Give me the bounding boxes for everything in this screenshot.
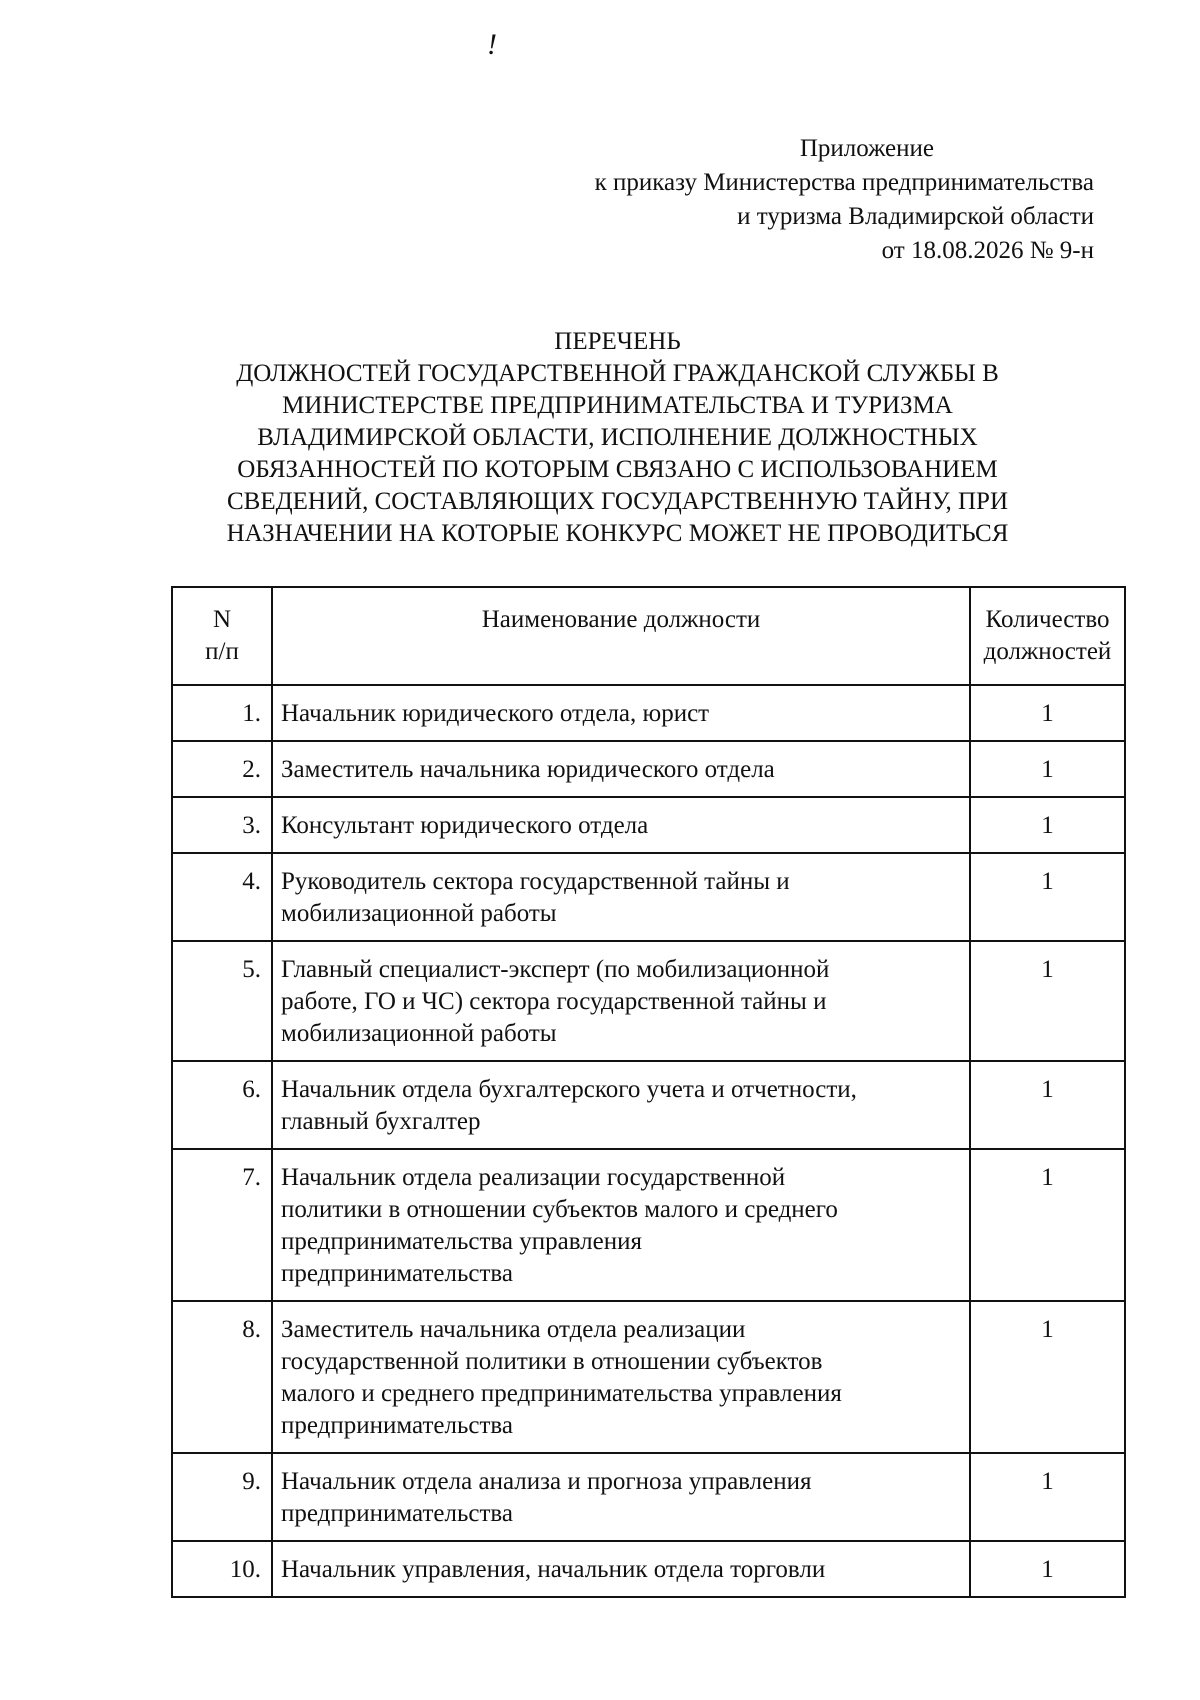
row-count: 1 [970, 1061, 1125, 1149]
row-count: 1 [970, 853, 1125, 941]
position-name-line: предпринимательства управления [281, 1228, 642, 1255]
header-number-line: п/п [205, 638, 239, 665]
row-count: 1 [970, 741, 1125, 797]
header-position-name [272, 587, 970, 685]
position-name-line: мобилизационной работы [281, 1020, 557, 1047]
row-number: 3. [172, 797, 272, 853]
position-name-line: Консультант юридического отдела [281, 812, 649, 839]
document-title-line: СВЕДЕНИЙ, СОСТАВЛЯЮЩИХ ГОСУДАРСТВЕННУЮ ТАЙНУ, ПРИ [226, 488, 1009, 515]
row-count: 1 [970, 1301, 1125, 1453]
position-name-line: предпринимательства [281, 1260, 513, 1287]
row-position-name [272, 797, 970, 853]
row-position-name [272, 1061, 970, 1149]
table-row [172, 685, 1125, 741]
row-position-name [272, 1453, 970, 1541]
document-title-line: НАЗНАЧЕНИИ НА КОТОРЫЕ КОНКУРС МОЖЕТ НЕ ПРОВОДИТЬСЯ [226, 520, 1009, 547]
position-name-line: политики в отношении субъектов малого и среднего [281, 1196, 838, 1223]
table-row [172, 1149, 1125, 1301]
appendix-block [474, 132, 1094, 268]
row-position-name [272, 1541, 970, 1597]
table-row [172, 1453, 1125, 1541]
position-name-line: Начальник юридического отдела, юрист [281, 700, 710, 727]
row-number: 4. [172, 853, 272, 941]
position-name-line: мобилизационной работы [281, 900, 557, 927]
position-name-line: государственной политики в отношении субъектов [281, 1348, 823, 1375]
row-number: 9. [172, 1453, 272, 1541]
document-title-line: МИНИСТЕРСТВЕ ПРЕДПРИНИМАТЕЛЬСТВА И ТУРИЗМА [282, 392, 953, 419]
row-number: 8. [172, 1301, 272, 1453]
position-name-line: Руководитель сектора государственной тайны и [281, 868, 790, 895]
row-position-name [272, 941, 970, 1061]
position-name-line: Начальник отдела реализации государственной [281, 1164, 786, 1191]
row-number: 6. [172, 1061, 272, 1149]
position-name-line: предпринимательства [281, 1412, 513, 1439]
header-count [970, 587, 1125, 685]
position-name-line: Начальник отдела бухгалтерского учета и отчетности, [281, 1076, 857, 1103]
position-name-line: работе, ГО и ЧС) сектора государственной тайны и [281, 988, 827, 1015]
header-count-line: должностей [983, 638, 1112, 665]
row-number: 10. [172, 1541, 272, 1597]
header-number-line: N [212, 606, 232, 633]
row-count: 1 [970, 797, 1125, 853]
row-number: 2. [172, 741, 272, 797]
document-title-line: ПЕРЕЧЕНЬ [554, 328, 681, 355]
position-name-line: Главный специалист-эксперт (по мобилизационной [281, 956, 830, 983]
row-count: 1 [970, 685, 1125, 741]
table-row [172, 1061, 1125, 1149]
position-name-line: малого и среднего предпринимательства управления [281, 1380, 842, 1407]
table-row [172, 853, 1125, 941]
table-row [172, 941, 1125, 1061]
row-number: 7. [172, 1149, 272, 1301]
row-position-name [272, 1149, 970, 1301]
row-position-name [272, 853, 970, 941]
row-count: 1 [970, 941, 1125, 1061]
row-number: 1. [172, 685, 272, 741]
position-name-line: Заместитель начальника отдела реализации [281, 1316, 746, 1343]
position-name-line: Начальник отдела анализа и прогноза управления [281, 1468, 812, 1495]
header-position-name-text: Наименование должности [481, 606, 761, 633]
row-position-name [272, 685, 970, 741]
table-row [172, 1301, 1125, 1453]
table-header-row [172, 587, 1125, 685]
appendix-title: Приложение [799, 135, 934, 162]
position-name-line: Начальник управления, начальник отдела торговли [281, 1556, 826, 1583]
row-number: 5. [172, 941, 272, 1061]
position-name-line: предпринимательства [281, 1500, 513, 1527]
positions-table [171, 586, 1126, 1598]
page-mark: ! [487, 28, 497, 61]
document-title-line: ВЛАДИМИРСКОЙ ОБЛАСТИ, ИСПОЛНЕНИЕ ДОЛЖНОСТНЫХ [257, 424, 978, 451]
appendix-line: к приказу Министерства предпринимательства [594, 169, 1094, 196]
document-title [150, 326, 1085, 550]
document-title-line: ДОЛЖНОСТЕЙ ГОСУДАРСТВЕННОЙ ГРАЖДАНСКОЙ СЛУЖБЫ В [236, 360, 999, 387]
position-name-line: главный бухгалтер [281, 1108, 481, 1135]
row-position-name [272, 1301, 970, 1453]
position-name-line: Заместитель начальника юридического отдела [281, 756, 775, 783]
row-position-name [272, 741, 970, 797]
header-number [172, 587, 272, 685]
table-row [172, 1541, 1125, 1597]
appendix-date-number: от 18.08.2026 № 9-н [881, 237, 1094, 264]
row-count: 1 [970, 1541, 1125, 1597]
table-row [172, 741, 1125, 797]
appendix-line: и туризма Владимирской области [737, 203, 1094, 230]
header-count-line: Количество [985, 606, 1110, 633]
row-count: 1 [970, 1149, 1125, 1301]
table-row [172, 797, 1125, 853]
table-body [172, 685, 1125, 1597]
document-title-line: ОБЯЗАННОСТЕЙ ПО КОТОРЫМ СВЯЗАНО С ИСПОЛЬЗОВАНИЕМ [237, 456, 998, 483]
row-count: 1 [970, 1453, 1125, 1541]
